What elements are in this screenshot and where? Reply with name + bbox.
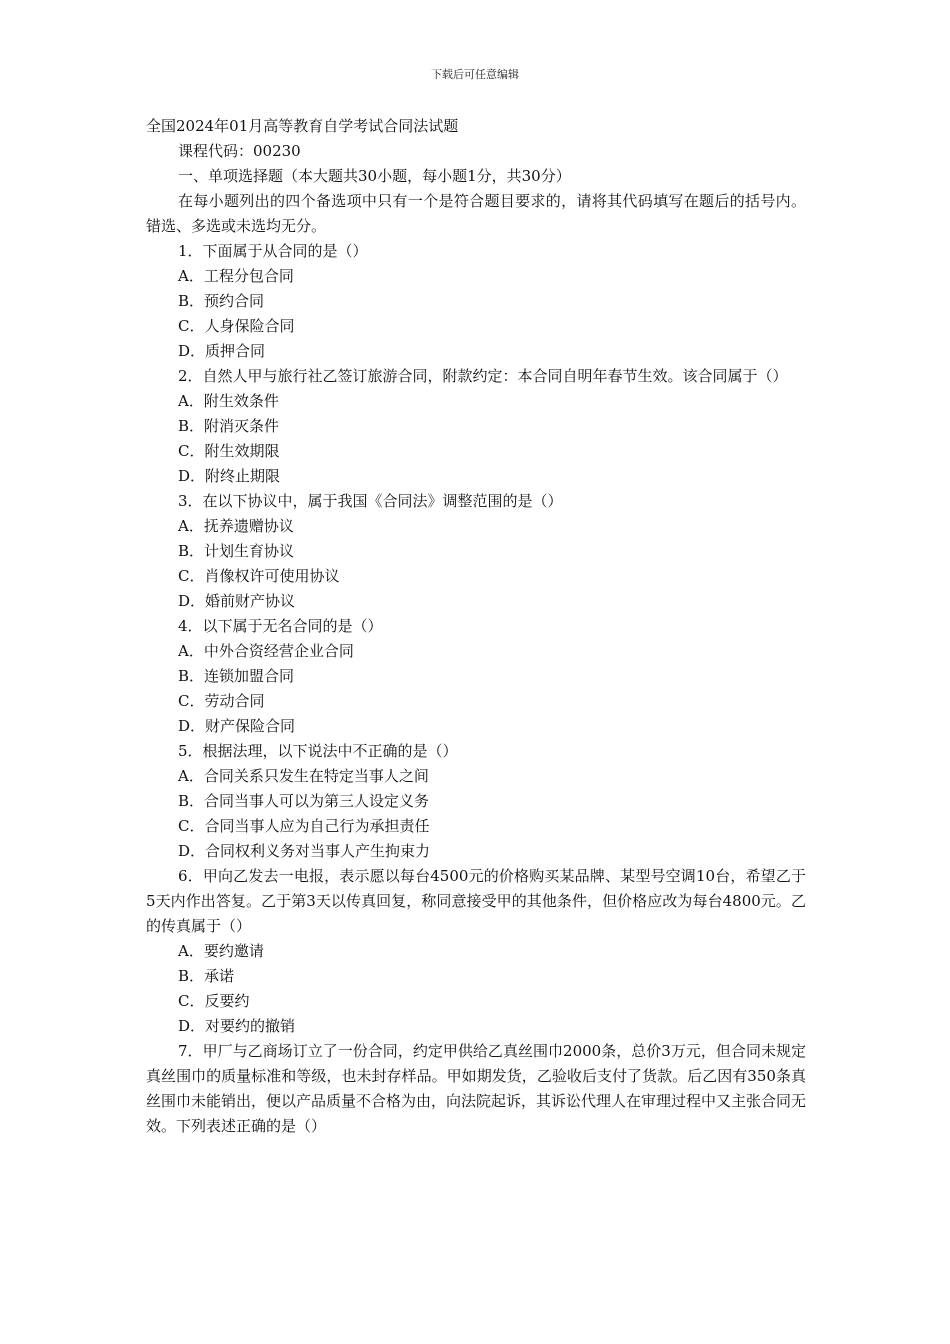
document-body — [146, 114, 806, 1139]
question-option: D．对要约的撤销 — [178, 1017, 296, 1035]
question-option: B．合同当事人可以为第三人设定义务 — [178, 792, 430, 810]
question-option: B．承诺 — [178, 967, 235, 985]
instructions: 在每小题列出的四个备选项中只有一个是符合题目要求的，请将其代码填写在题后的括号内。错选、多选或未选均无分。 — [146, 192, 806, 235]
question-option: D．质押合同 — [178, 342, 266, 360]
question-stem: 2．自然人甲与旅行社乙签订旅游合同，附款约定：本合同自明年春节生效。该合同属于（） — [178, 367, 788, 385]
question-stem: 4．以下属于无名合同的是（） — [178, 617, 383, 635]
question-option: B．计划生育协议 — [178, 542, 295, 560]
doc-title: 全国2024年01月高等教育自学考试合同法试题 — [146, 117, 459, 135]
question-option: D．财产保险合同 — [178, 717, 296, 735]
question-option: D．合同权利义务对当事人产生拘束力 — [178, 842, 431, 860]
question-option: B．连锁加盟合同 — [178, 667, 295, 685]
question-option: B．预约合同 — [178, 292, 265, 310]
question-list — [146, 239, 806, 1139]
question-option: B．附消灭条件 — [178, 417, 280, 435]
question-stem: 7．甲厂与乙商场订立了一份合同，约定甲供给乙真丝围巾2000条，总价3万元，但合同未规定真丝围巾的质量标准和等级，也未封存样品。甲如期发货，乙验收后支付了货款。后乙因有350条真丝围巾未能销出，便以产品质量不合格为由，向法院起诉，其诉讼代理人在审理过程中又主张合同无效。下列表述正确的是（） — [146, 1042, 807, 1135]
question-option: C．劳动合同 — [178, 692, 265, 710]
section-heading: 一、单项选择题（本大题共30小题，每小题1分，共30分） — [178, 167, 571, 185]
question-stem: 6．甲向乙发去一电报，表示愿以每台4500元的价格购买某品牌、某型号空调10台，希望乙于5天内作出答复。乙于第3天以传真回复，称同意接受甲的其他条件，但价格应改为每台4800元。乙的传真属于（） — [146, 867, 806, 935]
question-option: C．附生效期限 — [178, 442, 280, 460]
question-option: C．肖像权许可使用协议 — [178, 567, 340, 585]
question-option: D．附终止期限 — [178, 467, 281, 485]
question-option: A．合同关系只发生在特定当事人之间 — [178, 767, 429, 785]
page-header: 下载后可任意编辑 — [431, 68, 519, 81]
question-option: A．要约邀请 — [178, 942, 264, 960]
question-stem: 5．根据法理，以下说法中不正确的是（） — [178, 742, 458, 760]
course-code: 课程代码：00230 — [178, 142, 301, 160]
question-stem: 1．下面属于从合同的是（） — [178, 242, 368, 260]
question-option: C．合同当事人应为自己行为承担责任 — [178, 817, 430, 835]
question-option: C．反要约 — [178, 992, 250, 1010]
question-option: A．附生效条件 — [178, 392, 279, 410]
question-option: A．抚养遗赠协议 — [178, 517, 294, 535]
question-option: C．人身保险合同 — [178, 317, 295, 335]
question-option: A．工程分包合同 — [178, 267, 294, 285]
question-stem: 3．在以下协议中，属于我国《合同法》调整范围的是（） — [178, 492, 563, 510]
question-option: D．婚前财产协议 — [178, 592, 296, 610]
question-option: A．中外合资经营企业合同 — [178, 642, 354, 660]
